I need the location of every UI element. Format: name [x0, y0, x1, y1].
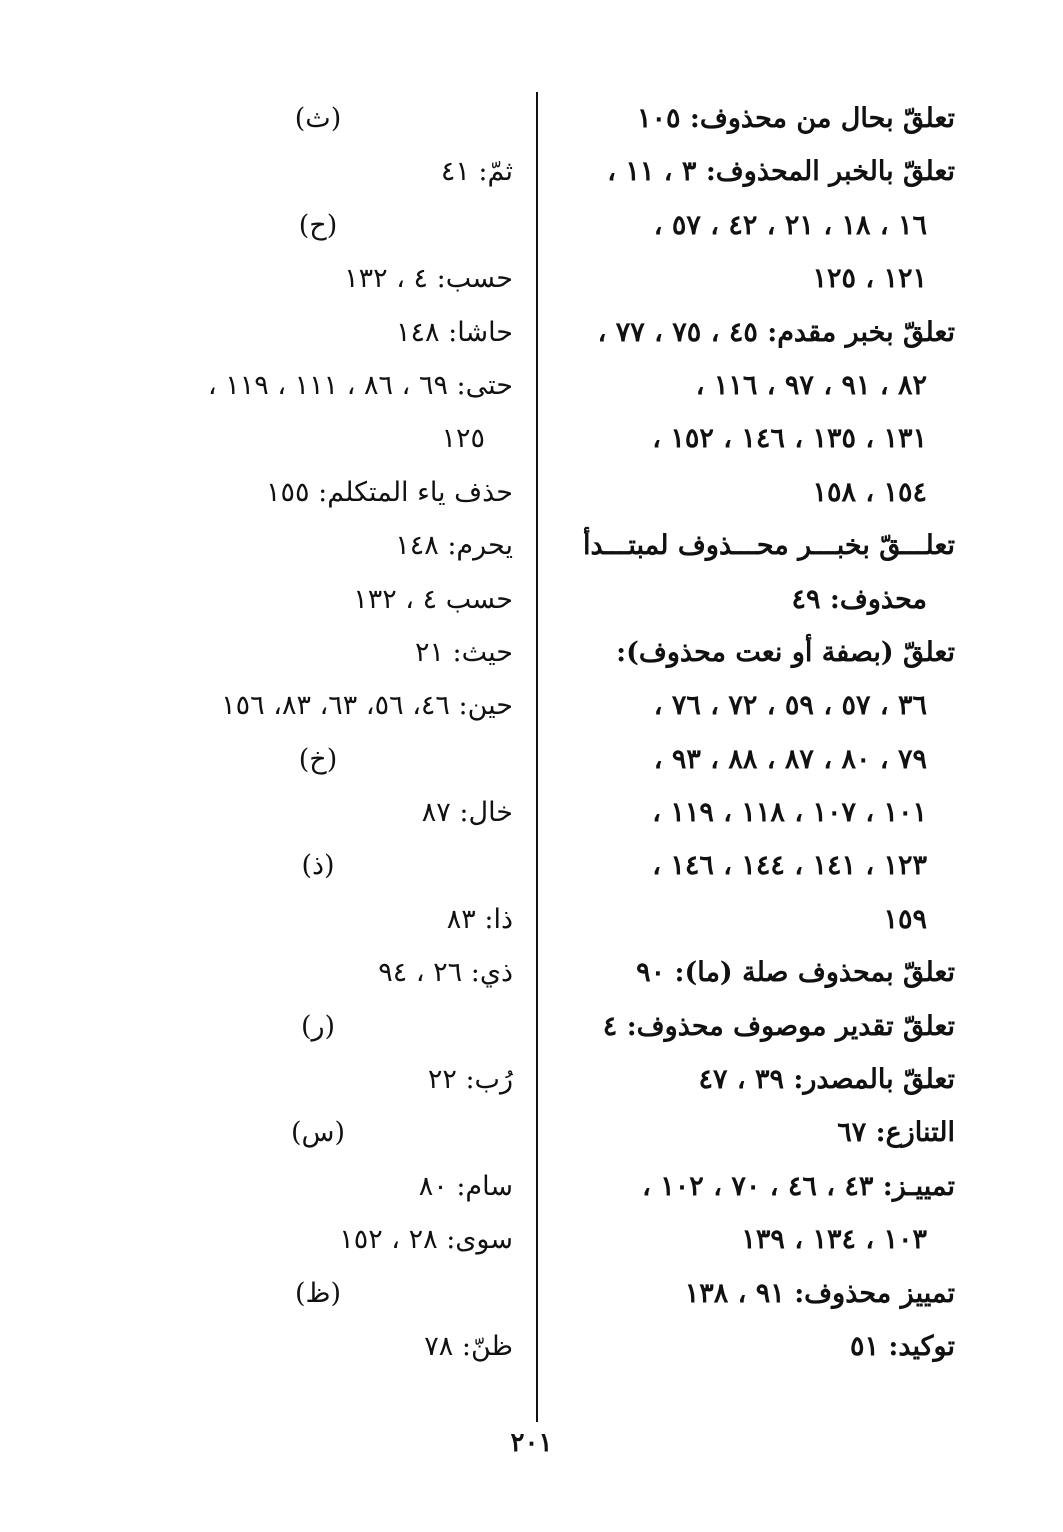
- index-entry: يحرم: ١٤٨: [395, 530, 513, 562]
- index-entry: حسب: ٤ ، ١٣٢: [344, 263, 513, 295]
- index-entry: تعلقّ بخبر مقدم: ٤٥ ، ٧٥ ، ٧٧ ،: [597, 316, 955, 348]
- index-entry: خال: ٨٧: [421, 797, 513, 829]
- index-entry: تعلقّ (بصفة أو نعت محذوف):: [616, 636, 955, 668]
- index-entry-continuation: ١٢٣ ، ١٤١ ، ١٤٤ ، ١٤٦ ،: [652, 850, 927, 882]
- letter-heading: (ظ): [294, 1277, 342, 1309]
- letter-heading: (ث): [294, 103, 342, 134]
- letter-heading: (ح): [298, 209, 338, 241]
- index-entry-continuation: ١٢١ ، ١٢٥: [812, 263, 927, 295]
- index-entry: حتى: ٦٩ ، ٨٦ ، ١١١ ، ١١٩ ،: [207, 369, 513, 401]
- index-entry: حاشا: ١٤٨: [396, 316, 513, 348]
- index-entry: حسب ٤ ، ١٣٢: [353, 583, 513, 615]
- index-entry: حين: ٤٦، ٥٦، ٦٣، ٨٣، ١٥٦: [221, 690, 513, 722]
- index-entry-continuation: ١٥٤ ، ١٥٨: [812, 476, 927, 508]
- index-entry-continuation: ١٣١ ، ١٣٥ ، ١٤٦ ، ١٥٢ ،: [652, 423, 927, 455]
- index-entry-continuation: ١٦ ، ١٨ ، ٢١ ، ٤٢ ، ٥٧ ،: [653, 209, 927, 241]
- index-entry: ثمّ: ٤١: [440, 156, 513, 188]
- index-entry-continuation: محذوف: ٤٩: [791, 583, 927, 615]
- letter-heading: (ر): [300, 1010, 336, 1042]
- index-entry-continuation: ١٢٥: [441, 423, 485, 455]
- index-entry-continuation: ١٠٣ ، ١٣٤ ، ١٣٩: [741, 1224, 927, 1256]
- index-entry: رُب: ٢٢: [427, 1064, 513, 1096]
- letter-heading: (خ): [298, 743, 338, 775]
- index-entry-continuation: ٨٢ ، ٩١ ، ٩٧ ، ١١٦ ،: [695, 369, 927, 401]
- left-index-column: [83, 92, 513, 1373]
- index-entry: سوى: ٢٨ ، ١٥٢: [339, 1224, 513, 1256]
- page-number: ٢٠١: [510, 1428, 553, 1458]
- index-entry: ظنّ: ٧٨: [424, 1330, 513, 1362]
- letter-heading: (ذ): [301, 850, 335, 882]
- index-entry: تمييز محذوف: ٩١ ، ١٣٨: [684, 1277, 955, 1309]
- index-entry: سام: ٨٠: [418, 1170, 513, 1202]
- index-entry: تعلقّ بالخبر المحذوف: ٣ ، ١١ ،: [607, 156, 955, 188]
- index-entry-continuation: ٧٩ ، ٨٠ ، ٨٧ ، ٨٨ ، ٩٣ ،: [653, 743, 927, 775]
- index-entry-continuation: ١٠١ ، ١٠٧ ، ١١٨ ، ١١٩ ،: [652, 797, 927, 829]
- index-entry: تعلقّ بالمصدر: ٣٩ ، ٤٧: [698, 1064, 955, 1096]
- right-index-column: [555, 92, 955, 1373]
- index-entry-continuation: ٣٦ ، ٥٧ ، ٥٩ ، ٧٢ ، ٧٦ ،: [653, 690, 927, 722]
- index-entry: ذا: ٨٣: [446, 903, 513, 935]
- index-entry: حيث: ٢١: [414, 636, 513, 668]
- index-entry-continuation: ١٥٩: [883, 903, 927, 935]
- index-entry: توكيد: ٥١: [849, 1330, 955, 1362]
- index-entry: حذف ياء المتكلم: ١٥٥: [266, 476, 513, 508]
- index-entry: تمييـز: ٤٣ ، ٤٦ ، ٧٠ ، ١٠٢ ،: [642, 1170, 955, 1202]
- index-entry: تعلقّ بحال من محذوف: ١٠٥: [637, 103, 955, 134]
- letter-heading: (س): [290, 1117, 346, 1149]
- index-entry: ذي: ٢٦ ، ٩٤: [378, 957, 513, 989]
- column-divider: [536, 92, 538, 1422]
- index-entry: تعلـــقّ بخبـــر محـــذوف لمبتـــدأ: [582, 530, 955, 562]
- index-entry: تعلقّ بمحذوف صلة (ما): ٩٠: [636, 957, 955, 989]
- index-entry: التنازع: ٦٧: [837, 1117, 955, 1149]
- index-entry: تعلقّ تقدير موصوف محذوف: ٤: [602, 1010, 955, 1042]
